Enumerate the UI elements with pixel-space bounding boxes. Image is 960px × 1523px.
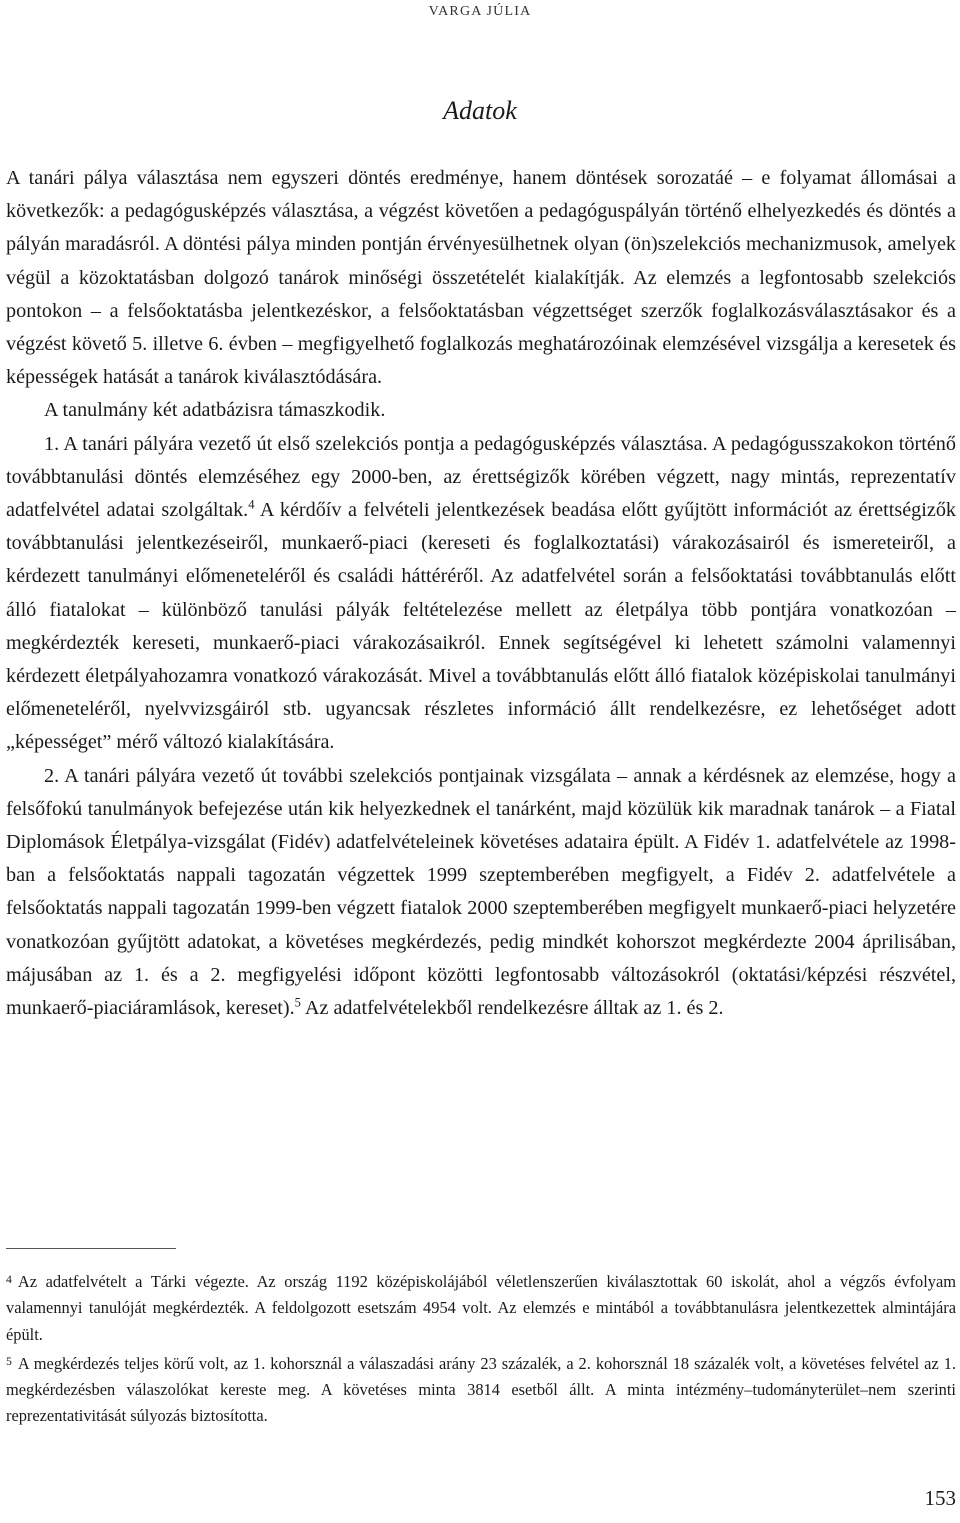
paragraph-text: Az adatfelvételekből rendelkezésre álltak az 1. és 2. xyxy=(300,997,724,1020)
paragraph-point-1 xyxy=(6,428,956,760)
paragraph-text: A kérdőív a felvételi jelentkezések beadása előtt gyűjtött információt az érettségizők továbbtanulási jelentkezéseiről, munkaerő-piaci (kereseti és foglalkoztatási) várakozásairól és ismereteiről, a kérdezett tanulmányi előmeneteléről és családi háttéréről. Az adatfelvétel során a felsőoktatási továbbtanulás előtt álló fiatalokat – különböző tanulási pályák feltételezése mellett az életpálya több pontjára vonatkozóan – megkérdezték kereseti, munkaerő-piaci várakozásaikról. Ennek segítségével ki lehetett számolni valamennyi kérdezett életpályahozamra vonatkozó várakozását. Mivel a továbbtanulás előtt álló fiatalok középiskolai tanulmányi előmeneteléről, nyelvvizsgáiról stb. ugyancsak részletes információ állt rendelkezésre, ez lehetőséget adott „képességet” mérő változó kialakítására. xyxy=(6,499,957,754)
section-title: Adatok xyxy=(443,96,517,125)
paragraph-point-2 xyxy=(6,760,956,1026)
footnote-text: Az adatfelvételt a Tárki végezte. Az ország 1192 középiskolájából véletlenszerűen kiválasztottak 60 iskolát, ahol a végzős évfolyam valamennyi tanulóját megkérdezték. A feldolgozott esetszám 4954 volt. Az elemzés e mintából a továbbtanulásra jelentkezettek almintájára épült. xyxy=(6,1272,956,1344)
paragraph-text: 1. A tanári pályára vezető út első szelekciós pontja a pedagógusképzés választása. A pedagógusszakokon történő továbbtanulási döntés elemzéséhez egy 2000-ben, az érettségizők körében végzett, nagy mintás, reprezentatív adatfelvétel adatai szolgáltak. xyxy=(6,432,956,522)
footnote-number: 5 xyxy=(6,1353,12,1368)
body-text xyxy=(6,162,956,1025)
footnote xyxy=(6,1266,956,1348)
footnote-divider xyxy=(6,1248,176,1249)
paragraph-text: 2. A tanári pályára vezető út további szelekciós pontjainak vizsgálata – annak a kérdésnek az elemzése, hogy a felsőfokú tanulmányok befejezése után kik helyezkednek el tanárként, majd közülük kik maradnak tanárok – a Fiatal Diplomások Életpálya-vizsgálat (Fidév) adatfelvételeinek követéses adataira épült. A Fidév 1. adatfelvétele az 1998-ban a felsőoktatás nappali tagozatán végzettek 1999 szeptemberében megfigyelt, a Fidév 2. adatfelvétele a felsőoktatás nappali tagozatán 1999-ben végzett fiatalok 2000 szeptemberében megfigyelt munkaerő-piaci helyzetére vonatkozóan gyűjtött adatokat, a követéses megkérdezés, pedig mindkét kohorszot megkérdezte 2004 áprilisában, májusában az 1. és a 2. megfigyelési időpont közötti legfontosabb változásokról (oktatási/képzési részvétel, munkaerő-piaciáramlások, kereset). xyxy=(6,764,956,1020)
footnote xyxy=(6,1348,956,1430)
footnote-number: 4 xyxy=(6,1272,12,1286)
footnote-ref[interactable]: 5 xyxy=(294,995,301,1010)
paragraph-intro: A tanári pálya választása nem egyszeri döntés eredménye, hanem döntések sorozatáé – e folyamat állomásai a következők: a pedagógusképzés választása, a végzést követően a pedagóguspályán történő elhelyezkedés és döntés a pályán maradásról. A döntési pálya minden pontján érvényesülhetnek olyan (ön)szelekciós mechanizmusok, amelyek végül a közoktatásban dolgozó tanárok minőségi összetételét kialakítják. Az elemzés a legfontosabb szelekciós pontokon – a felsőoktatásba jelentkezéskor, a felsőoktatásban végzettséget szerzők foglalkozásválasztásakor és a végzést követő 5. illetve 6. évben – megfigyelhető foglalkozás meghatározóinak elemzésével vizsgálja a keresetek és képességek hatását a tanárok kiválasztódására. xyxy=(6,167,956,389)
footnote-text: A megkérdezés teljes körű volt, az 1. kohorsznál a válaszadási arány 23 százalék, a 2. kohorsznál 18 százalék volt, a követéses felvétel az 1. megkérdezésben válaszolókat kereste meg. A követéses minta 3814 esetből állt. A minta intézmény–tudományterület–nem szerinti reprezentativitását súlyozás biztosította. xyxy=(6,1353,956,1426)
page-number: 153 xyxy=(924,1486,956,1510)
paragraph-databases: A tanulmány két adatbázisra támaszkodik. xyxy=(44,399,386,422)
footnote-ref[interactable]: 4 xyxy=(248,497,255,512)
footnotes xyxy=(6,1266,956,1429)
running-head: VARGA JÚLIA xyxy=(428,4,532,19)
